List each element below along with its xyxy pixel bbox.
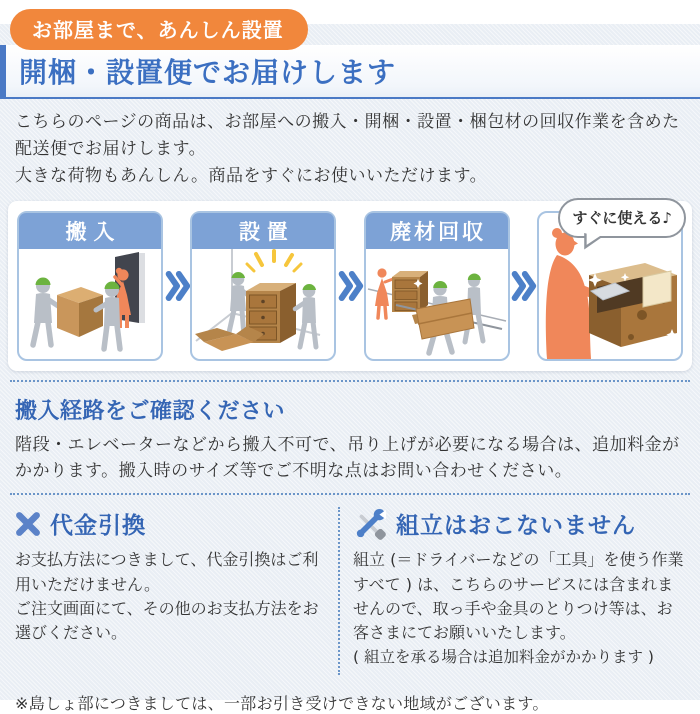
speech-bubble: すぐに使える♪ (558, 198, 686, 238)
route-check-section (0, 382, 700, 485)
flow-card-title: 搬入 (19, 213, 161, 249)
flow-card-carry-in (17, 211, 163, 361)
intro-line-1: こちらのページの商品は、お部屋への搬入・開梱・設置・梱包材の回収作業を含めた配送便でお届けします。 (15, 112, 680, 159)
cod-column (0, 507, 338, 675)
flow-arrow-icon (338, 266, 362, 306)
assembly-heading: 組立はおこないません (396, 513, 636, 540)
section-header (0, 45, 700, 99)
flow-arrow-icon (165, 266, 189, 306)
tools-icon (353, 508, 387, 540)
notice-columns (0, 507, 700, 675)
flow-card-ready-to-use (537, 208, 683, 361)
flow-arrow-icon (511, 266, 535, 306)
installation-illustration-icon (192, 249, 334, 359)
route-check-heading: 搬入経路をご確認ください (15, 398, 286, 424)
page-title: 開梱・設置便でお届けします (19, 56, 397, 89)
cod-body (15, 548, 326, 645)
delivery-flow-strip (8, 201, 692, 371)
cod-body-line-2: ご注文画面にて、その他のお支払方法をお選びください。 (15, 598, 319, 643)
flow-card-title: 廃材回収 (366, 213, 508, 249)
safety-setup-badge: お部屋まで、あんしん設置 (10, 9, 308, 50)
islands-footnote: ※島しょ部につきましては、一部お引き受けできない地域がございます。 (15, 694, 549, 714)
flow-card-waste-collection (364, 211, 510, 361)
cod-heading: 代金引換 (50, 513, 146, 540)
assembly-body (353, 548, 688, 669)
assembly-column (338, 507, 700, 675)
route-check-body: 階段・エレベーターなどから搬入不可で、吊り上げが必要になる場合は、追加料金がかかります。搬入時のサイズ等でご不明な点はお問い合わせください。 (15, 434, 680, 481)
intro-line-2: 大きな荷物もあんしん。商品をすぐにお使いいただけます。 (15, 165, 488, 186)
assembly-body-text: 組立 (＝ドライバーなどの「工具」を使う作業すべて ) は、こちらのサービスには含まれませんので、取っ手や金具のとりつけ等は、お客さまにてお願いいたします。 (353, 550, 684, 643)
carry-in-illustration-icon (19, 249, 161, 359)
flow-card-installation (190, 211, 336, 361)
intro-paragraph (0, 99, 700, 196)
x-icon (15, 511, 41, 537)
dotted-divider (10, 493, 690, 495)
cod-body-line-1: お支払方法につきまして、代金引換はご利用いただけません。 (15, 550, 319, 594)
assembly-note: ( 組立を承る場合は追加料金がかかります ) (353, 647, 654, 666)
waste-collection-illustration-icon (366, 249, 508, 359)
assembly-heading-row (353, 507, 688, 540)
cod-heading-row (15, 507, 326, 540)
flow-card-title: 設置 (192, 213, 334, 249)
